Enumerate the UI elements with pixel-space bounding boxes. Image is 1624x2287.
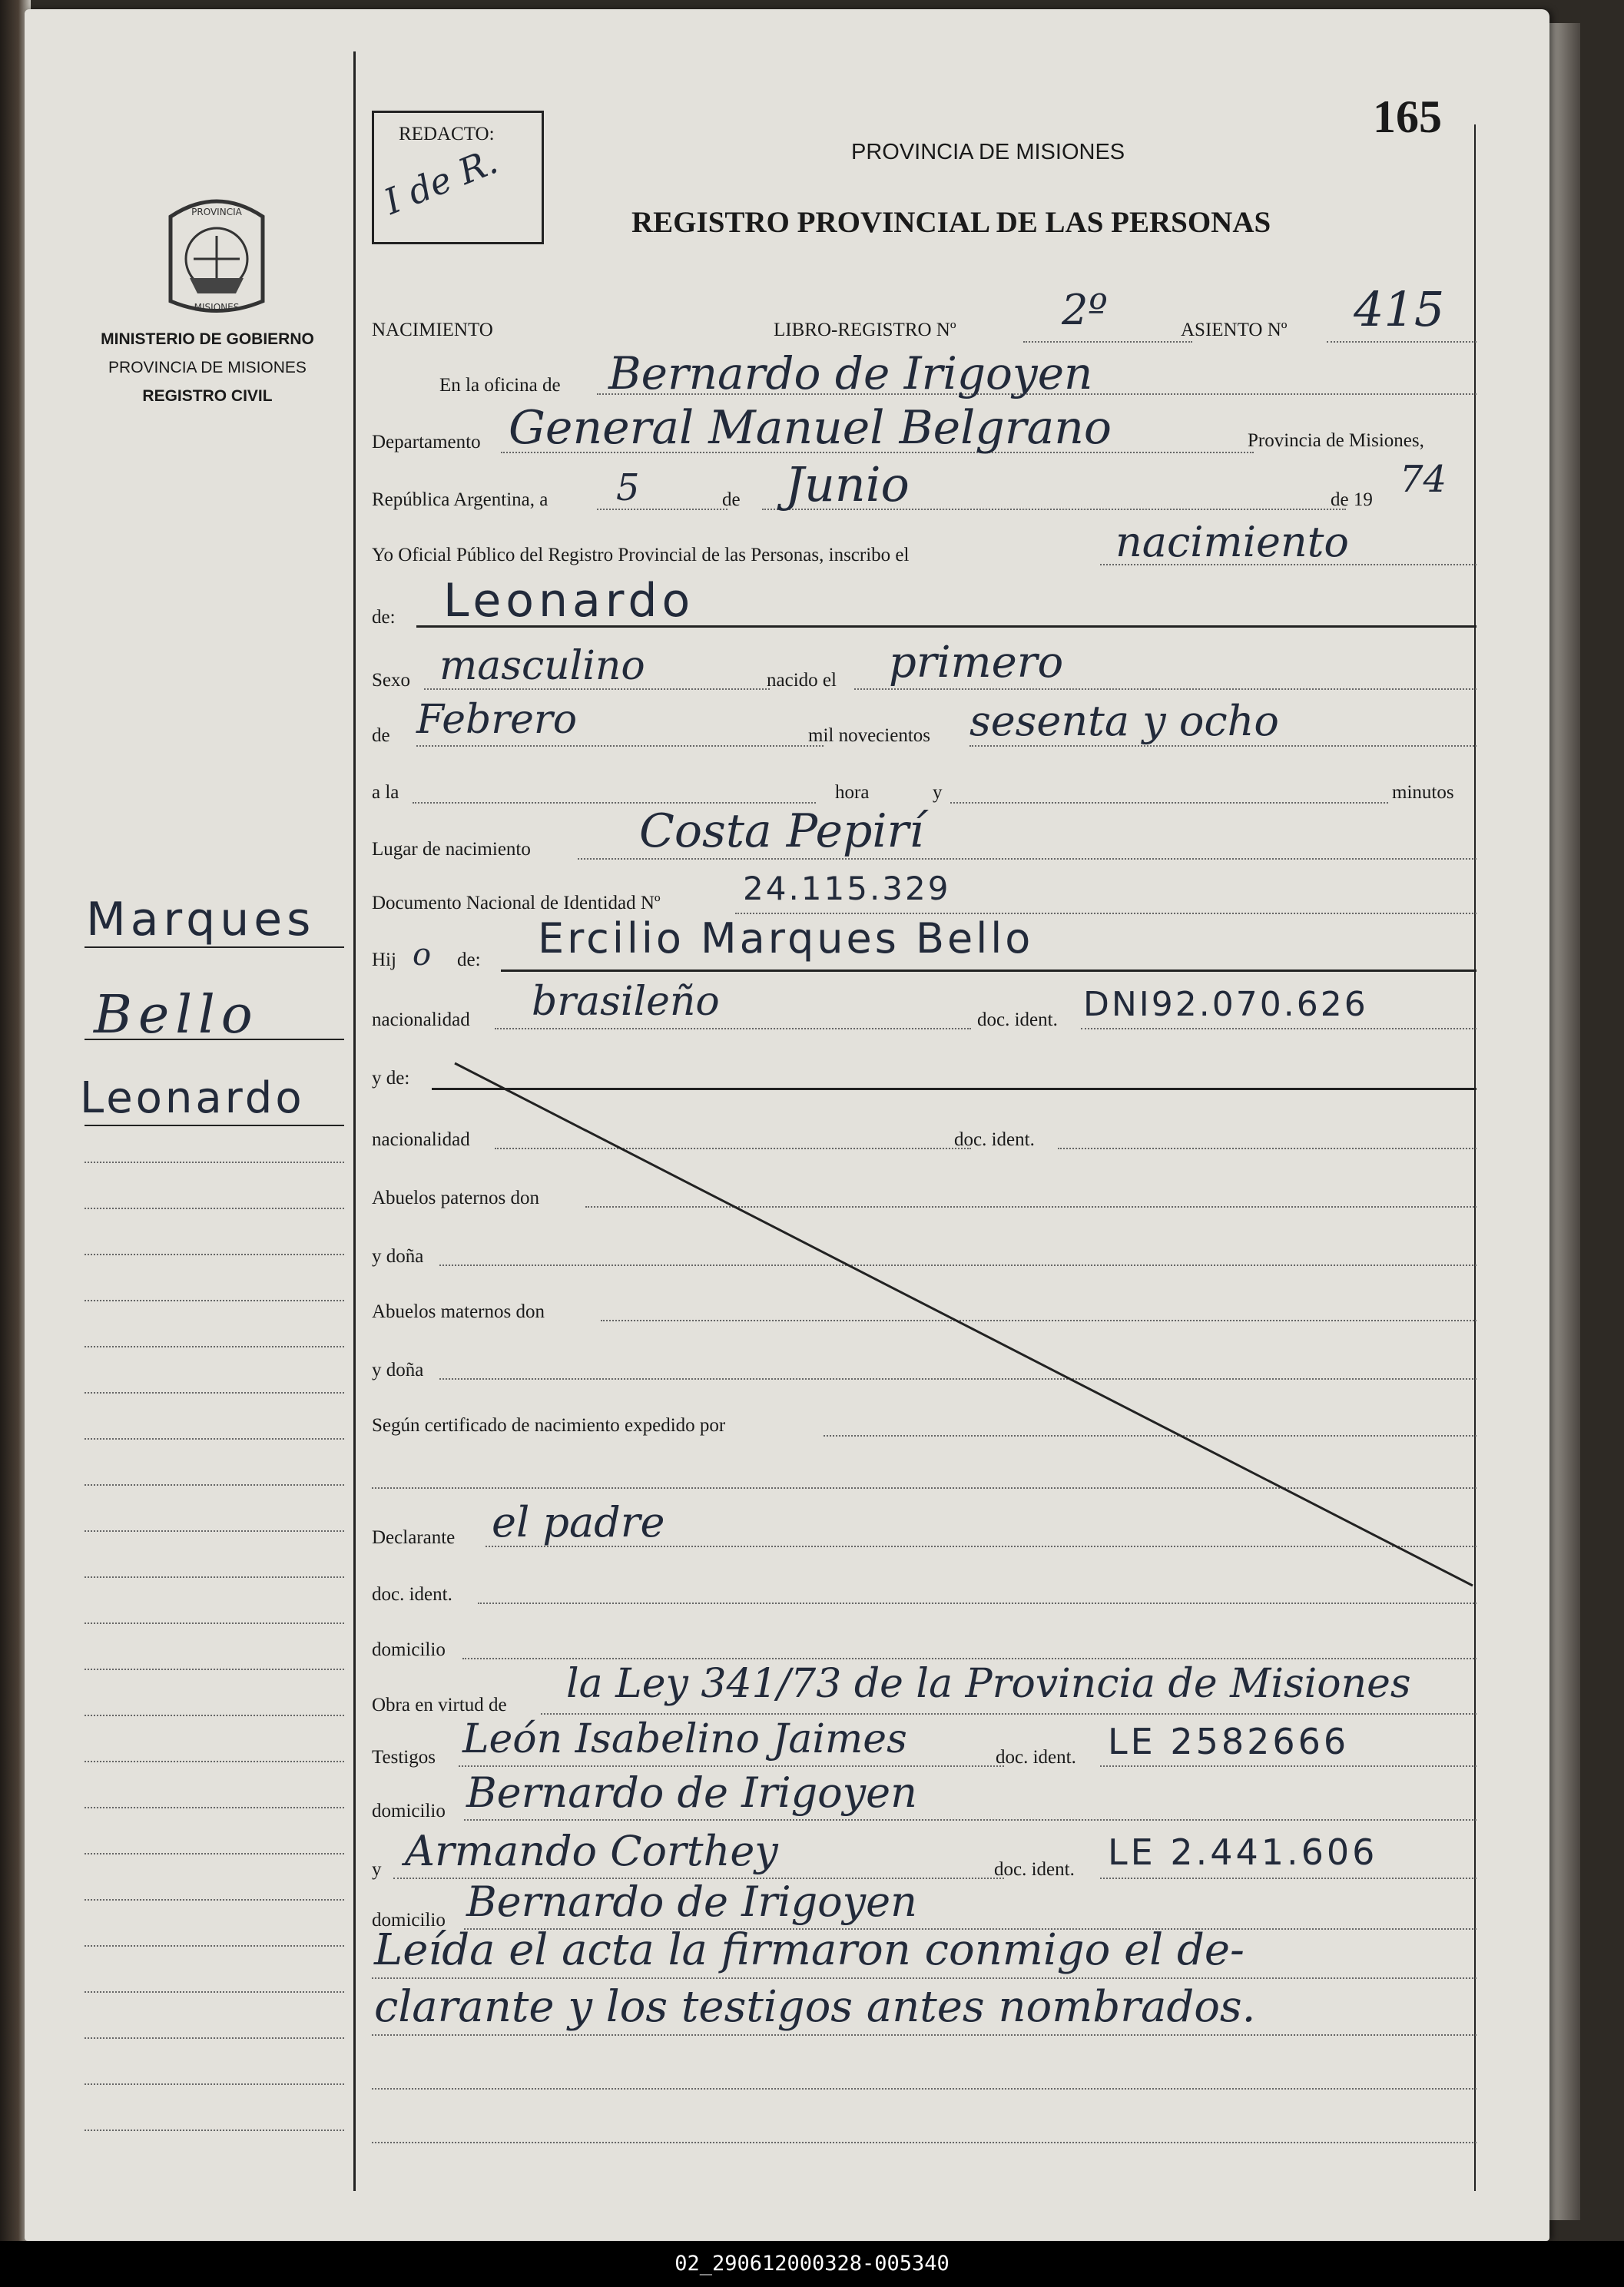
doc-ident5-label: doc. ident.: [994, 1859, 1075, 1880]
ministry-line2: PROVINCIA DE MISIONES: [108, 359, 307, 376]
testigo1-value: León Isabelino Jaimes: [462, 1716, 907, 1762]
ministry-line1: MINISTERIO DE GOBIERNO: [101, 330, 314, 348]
scan-id-footer: 02_290612000328-005340: [0, 2241, 1624, 2287]
domicilio3-label: domicilio: [372, 1910, 446, 1931]
cierre-line2: clarante y los testigos antes nombrados.: [374, 1982, 1256, 2032]
de2-label: de: [372, 725, 390, 746]
margin-surname2: Bello: [94, 985, 259, 1046]
diagonal-cancel-line: [25, 9, 1549, 2241]
nacionalidad2-label: nacionalidad: [372, 1129, 470, 1150]
abuelos-paternos-label: Abuelos paternos don: [372, 1188, 540, 1208]
y-dona-label: y doña: [372, 1246, 424, 1267]
lugar-value: Costa Pepirí: [639, 804, 924, 858]
minutos-label: minutos: [1392, 782, 1454, 803]
anio-label: de 19: [1331, 489, 1373, 510]
padre-doc-value: DNI92.070.626: [1083, 985, 1368, 1024]
testigo1-doc-value: LE 2582666: [1108, 1721, 1350, 1762]
doc-ident2-label: doc. ident.: [954, 1129, 1035, 1150]
obra-label: Obra en virtud de: [372, 1695, 507, 1715]
inscribo-value: nacimiento: [1115, 518, 1349, 566]
declarante-value: el padre: [492, 1498, 665, 1546]
y-label: y: [933, 782, 943, 803]
mil-label: mil novecientos: [808, 725, 930, 746]
mes-value: Junio: [785, 456, 910, 512]
segun-label: Según certificado de nacimiento expedido por: [372, 1415, 726, 1436]
abuelos-maternos-label: Abuelos maternos don: [372, 1301, 545, 1322]
nacionalidad-label: nacionalidad: [372, 1009, 470, 1030]
province-heading: PROVINCIA DE MISIONES: [851, 140, 1125, 164]
testigo2-value: Armando Corthey: [405, 1827, 778, 1875]
seal-text-bottom: MISIONES: [194, 302, 240, 313]
nacido-mes-value: Febrero: [416, 697, 578, 743]
anio-value: 74: [1400, 458, 1447, 501]
departamento-label: Departamento: [372, 432, 481, 452]
domicilio-label: domicilio: [372, 1639, 446, 1660]
testigos-label: Testigos: [372, 1747, 436, 1768]
ministry-line3: REGISTRO CIVIL: [142, 387, 273, 405]
redacto-value: I de R.: [378, 140, 503, 223]
doc-ident-label: doc. ident.: [977, 1009, 1058, 1030]
y-dona2-label: y doña: [372, 1360, 424, 1380]
nacido-label: nacido el: [767, 670, 837, 691]
margin-given-name: Leonardo: [80, 1073, 305, 1123]
nacionalidad-value: brasileño: [532, 979, 720, 1025]
republica-label: República Argentina, a: [372, 489, 549, 510]
doc-ident3-label: doc. ident.: [372, 1584, 452, 1605]
testigo1-dom-value: Bernardo de Irigoyen: [466, 1768, 917, 1817]
page-edge-shadow: [1549, 23, 1580, 2220]
hijo-suffix: o: [413, 937, 432, 973]
nacido-anio-value: sesenta y ocho: [969, 697, 1279, 745]
registry-title: REGISTRO PROVINCIAL DE LAS PERSONAS: [631, 206, 1271, 239]
oficina-value: Bernardo de Irigoyen: [608, 347, 1093, 399]
dni-value: 24.115.329: [743, 870, 951, 907]
departamento-value: General Manuel Belgrano: [509, 401, 1112, 455]
oficina-label: En la oficina de: [439, 375, 561, 396]
hijo-de-label: de:: [457, 950, 481, 970]
testigo2-dom-value: Bernardo de Irigoyen: [466, 1878, 917, 1926]
y-de-label: y de:: [372, 1068, 410, 1089]
sexo-label: Sexo: [372, 670, 410, 691]
cierre-line1: Leída el acta la firmaron conmigo el de-: [374, 1925, 1245, 1975]
redacto-label: REDACTO:: [399, 124, 495, 144]
a-la-label: a la: [372, 782, 399, 803]
seal-text-top: PROVINCIA: [191, 207, 242, 217]
domicilio2-label: domicilio: [372, 1801, 446, 1821]
hijo-label: Hij: [372, 950, 396, 970]
libro-label: LIBRO-REGISTRO Nº: [774, 320, 956, 340]
y2-label: y: [372, 1859, 382, 1880]
nombre-value: Leonardo: [443, 574, 695, 628]
hora-label: hora: [835, 782, 870, 803]
page-number: 165: [1373, 91, 1442, 142]
dni-label: Documento Nacional de Identidad Nº: [372, 893, 661, 913]
oficial-text: Yo Oficial Público del Registro Provincial de las Personas, inscribo el: [372, 545, 910, 565]
asiento-label: ASIENTO Nº: [1181, 320, 1288, 340]
de-label: de: [722, 489, 741, 510]
obra-value: la Ley 341/73 de la Provincia de Misiones: [566, 1661, 1411, 1707]
declarante-label: Declarante: [372, 1527, 456, 1548]
provincia-label: Provincia de Misiones,: [1248, 430, 1424, 451]
asiento-value: 415: [1354, 281, 1445, 337]
dia-value: 5: [616, 466, 640, 509]
record-page: [25, 9, 1549, 2241]
nacimiento-label: NACIMIENTO: [372, 320, 493, 340]
de-colon-label: de:: [372, 607, 396, 628]
sexo-value: masculino: [439, 643, 645, 689]
padre-value: Ercilio Marques Bello: [538, 914, 1034, 963]
doc-ident4-label: doc. ident.: [996, 1747, 1076, 1768]
lugar-label: Lugar de nacimiento: [372, 839, 531, 860]
nacido-dia-value: primero: [889, 638, 1064, 688]
testigo2-doc-value: LE 2.441.606: [1108, 1831, 1378, 1873]
margin-surname1: Marques: [86, 893, 316, 946]
libro-value: 2º: [1062, 286, 1108, 334]
